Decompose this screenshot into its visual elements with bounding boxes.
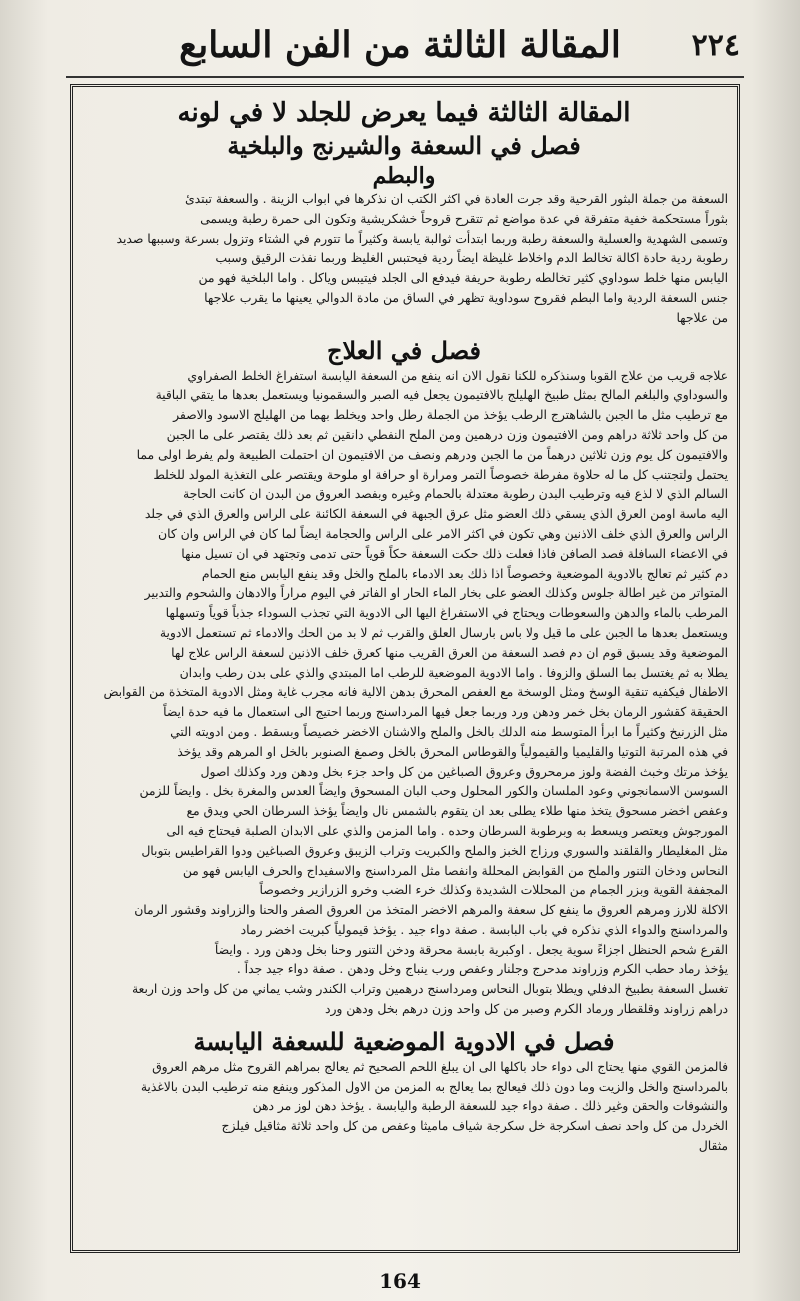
text-line: السوسن الاسمانجوني وعود الملسان والكور المحلول وحب البان المسحوق وايضاً العدس والمغرة بخل . وايضاً للزمن <box>139 784 728 799</box>
text-line: الموضعية وقد يسبق قوم ان دم فصد السعفة من العرق القريب منها كعرق خلف الاذنين لسعفة الراس علاج لها <box>171 645 728 660</box>
text-line: يؤخذ مرتك وخبث الفضة ولوز مرمحروق وعروق الصباغين من كل واحد جزء بخل ودهن ورد وكذلك اصول <box>200 764 728 779</box>
section-3-body <box>80 1058 728 1157</box>
text-line: دراهم زراوند وقلقطار ورماد الكرم وصبر من كل واحد وزن درهم بخل ودهن ورد <box>324 1002 728 1017</box>
running-title: المقالة الثالثة من الفن السابع <box>179 24 621 66</box>
text-line: اليه ماسة اومن العرق الذي يسقي ذلك العضو مثل عرق الجبهة في السعفة الكائنة على الراس والعرق الذي في جلد <box>144 507 728 522</box>
text-line: المتواتر من غير اطالة جلوس وكذلك العضو على بخار الماء الحار او الفاتر في اليوم مراراً والادهان والشحوم والتدبير <box>144 586 728 601</box>
text-line: المجففة القوية وبزر الجمام من المحللات الشديدة وكذلك خرء الضب وخرو الزرازير وخصوصاً <box>259 883 728 898</box>
text-line: اليابس منها خلط سوداوي كثير تخالطه رطوبة حريفة فيدفع الى الجلد فيتيبس وياكل . واما البلخية فهو من <box>198 271 728 286</box>
text-line: الحقيقة كقشور الرمان بخل خمر ودهن ورد وربما جعل فيها المرداسنج وربما احتيج الى استعمال ما فيه حدة ايضاً <box>163 705 728 720</box>
text-line: رطوبة ردية حادة اكالة تخالط الدم واخلاط غليظة ايضاً ردية فيحتبس الغليظ وربما نفذت الرقيق وسبب <box>215 251 728 266</box>
text-line: مثل الزرنيخ وكثيراً ما ابرأ المتوسط منه الدلك بالخل والملح والاشنان الاخضر خصيصاً وبسقط . ومن ادويته التي <box>170 724 728 739</box>
text-line: الاكلة للارز ومرهم العروق ما ينفع كل سعفة والمرهم الاخضر المتخذ من العروق الصفر والحنا والزراوند وقشور الرمان <box>134 903 728 918</box>
text-line: بالمرداسنج والخل والزيت وما دون ذلك فيعالج بما يعالج به المزمن من الاول المذكور وينفع منه ترطيب البدن بالاغذية <box>140 1079 728 1094</box>
text-line: والمرداسنج والدواء الذي نذكره في باب البابسة . صفة دواء جيد . يؤخذ قيمولياً كبريت اخضر رماد <box>240 922 728 937</box>
text-line: مع ترطيب مثل ما الجبن بالشاهترج الرطب يؤخذ من الجملة رطل واحد ويخلط بهما من الهليلج الاسود والاصفر <box>173 408 728 423</box>
text-line: القرع شحم الحنظل اجزاءً سوية يجعل . اوكبرية بابسة محرقة ودخن التنور وحنا بخل ودهن ورد . وايضاً <box>214 942 728 957</box>
text-line: يحتمل ولتجتنب كل ما له حلاوة مفرطة خصوصاً التمر ومرارة او حرافة او ملوحة ويقتصر على التغذية المولد للخلط <box>153 467 728 482</box>
text-line: علاجه قريب من علاج القوبا وسنذكره للكنا نقول الان انه ينفع من السعفة اليابسة استفراغ الخلط الصفراوي <box>187 368 728 383</box>
text-line: الاطفال فيكفيه تنقية الوسخ ومثل الوسخة مع العفص المحرق بدهن الالية فانه مجرب غاية ومثل الادوية المتخذة من القوابض <box>103 685 728 700</box>
text-line: بثوراً مستحكمة خفية متفرقة في عدة مواضع ثم تتقرح قروحاً خشكريشية وتكون الى حمرة رطبة ويسمى <box>200 211 728 226</box>
header-rule <box>66 76 744 78</box>
text-line: الراس والعرق الذي خلف الاذنين وهي تكون في اكثر الامر على الراس والحجامة ايضاً لما كان في الراس وان كان <box>158 526 728 541</box>
section-2-body <box>80 367 728 1020</box>
text-line: من كل واحد ثلاثة دراهم ومن الافتيمون وزن درهمين ومن الملح النفطي دانقين ثم بعد ذلك يقتصر على ما الجبن <box>166 427 728 442</box>
text-line: وعفص اخضر مسحوق يتخذ منها طلاء يطلى بعد ان يتقوم بالشمس نال وايضاً يؤخذ السرطان الحي ويدق مع <box>186 804 728 819</box>
folio-number: ٢٢٤ <box>691 28 740 63</box>
text-line: يطلا به ثم يغتسل بما السلق والزوفا . واما الادوية الموضعية للرطب اما المبتدي والذي على بدن رطب وابدان <box>179 665 728 680</box>
section-heading-1: فصل في السعفة والشيرنج والبلخية <box>227 131 581 160</box>
text-line: والسوداوي والبلغم المالح بمثل طبيخ الهليلج بالافتيمون يجعل فيه الصبر والسقمونيا ويستعمل بعدها ما يتقي الباقية <box>155 388 728 403</box>
text-line: تغسل السعفة بطبيخ الدفلي ويطلا بتوبال النحاس ومرداسنج درهمين وتراب الكندر وشب يماني من كل واحد وزن اربعة <box>131 982 728 997</box>
text-line: جنس السعفة الردية واما البطم فقروح سوداوية تظهر في الساق من مادة الدوالي يعينها ما يقرب علاجها <box>204 290 728 305</box>
text-line: يؤخذ رماد حطب الكرم وزراوند مدحرج وجلنار وعفص ورب ينباج وخل ودهن . صفة دواء جيد جداً . <box>236 962 728 977</box>
text-line: السعفة من جملة البثور القرحية وقد جرت العادة في اكثر الكتب ان نذكرها في ابواب الزينة . والسعفة تبتدئ <box>185 192 728 206</box>
text-line: من علاجها <box>676 310 728 325</box>
text-line: النحاس ودخان التنور والملح من القوابض المحللة وانفصا مثل المرداسنج والاسفيداج والحرف اليابس فهو من <box>182 863 728 878</box>
text-line: السالم الذي لا لذع فيه وترطيب البدن رطوبة معتدلة بالحمام وغيره وبفصد العروق من البدن ان كانت الحاجة <box>182 487 728 502</box>
text-line: وتسمى الشهدية والعسلية والسعفة رطبة وربما ابتدأت ثوالبة يابسة وكثيراً ما تتورم في الشتاء وتزول بسرعة وسببها صديد <box>116 231 728 246</box>
page-number: 164 <box>379 1269 421 1293</box>
text-line: المورجوش ويعتصر ويسعط به وبرطوبة السرطان وحده . واما المزمن والذي على الابدان الصلبة فيحتاج فيه الى <box>166 823 728 838</box>
text-line: فالمزمن القوي منها يحتاج الى دواء حاد باكلها الى ان يبلغ اللحم الصحيح ثم يعالج بمراهم القروح مثل مرهم العروق <box>152 1059 728 1074</box>
section-heading-2: فصل في العلاج <box>326 335 482 365</box>
text-line: والافتيمون كل يوم وزن ثلاثين درهماً من ما الجبن ودرهم ونصف من الافتيمون ان احتملت الطبيعة ولم يفرط اولى مما <box>136 447 728 462</box>
text-line: والنشوفات والحقن وغير ذلك . صفة دواء جيد للسعفة الرطبة واليابسة . يؤخذ دهن لوز مر دهن <box>252 1099 728 1114</box>
text-line: في هذه المرتبة التوتيا والقليميا والقيمولياً والقوطاس المحرق بالخل وصمغ الصنوبر بالخل او المرهم وقد يؤخذ <box>177 744 728 759</box>
running-header <box>60 20 740 74</box>
text-line: مثل المغليطار والقلقند والسوري ورزاج الخبز والملح والكبريت وتراب الزيبق وعروق الصباغين ودوا القراطيس بتوبال <box>141 843 728 858</box>
text-line: الخردل من كل واحد نصف اسكرجة خل سكرجة شياف ماميثا وعفص من كل واحد ثلاثة مثاقيل فيلزج <box>221 1119 728 1134</box>
text-line: المرطب بالماء والدهن والسعوطات ويحتاج في الاستفراغ اليها الى الادوية التي تجذب السوداء جذباً قوياً وتسهلها <box>165 606 728 621</box>
text-line: دم كثير ثم تعالج بالادوية الموضعية وخصوصاً اذا ذلك بعد الادماء بالملح والخل وقد ينفع اليابس منع الحمام <box>201 566 728 581</box>
section-heading-3: فصل في الادوية الموضعية للسعفة اليابسة <box>193 1026 615 1056</box>
text-line: ويستعمل بعدها ما الجبن على ما قيل ولا باس بارسال العلق والقرب ثم لا بد من الحك والادماء ثم تستعمل الادوية <box>159 625 728 640</box>
text-line: مثقال <box>698 1139 728 1154</box>
section-subheading-1: والبطم <box>372 163 436 189</box>
chapter-heading: المقالة الثالثة فيما يعرض للجلد لا في لونه <box>177 98 631 128</box>
text-line: في الاعضاء السافلة فصد الصافن فاذا فعلت ذلك حكت السعفة حكاً قوياً حتى تدمى وتجتهد في ان تسيل منها <box>181 546 728 561</box>
section-1-body <box>80 190 728 329</box>
main-text <box>80 96 728 1241</box>
